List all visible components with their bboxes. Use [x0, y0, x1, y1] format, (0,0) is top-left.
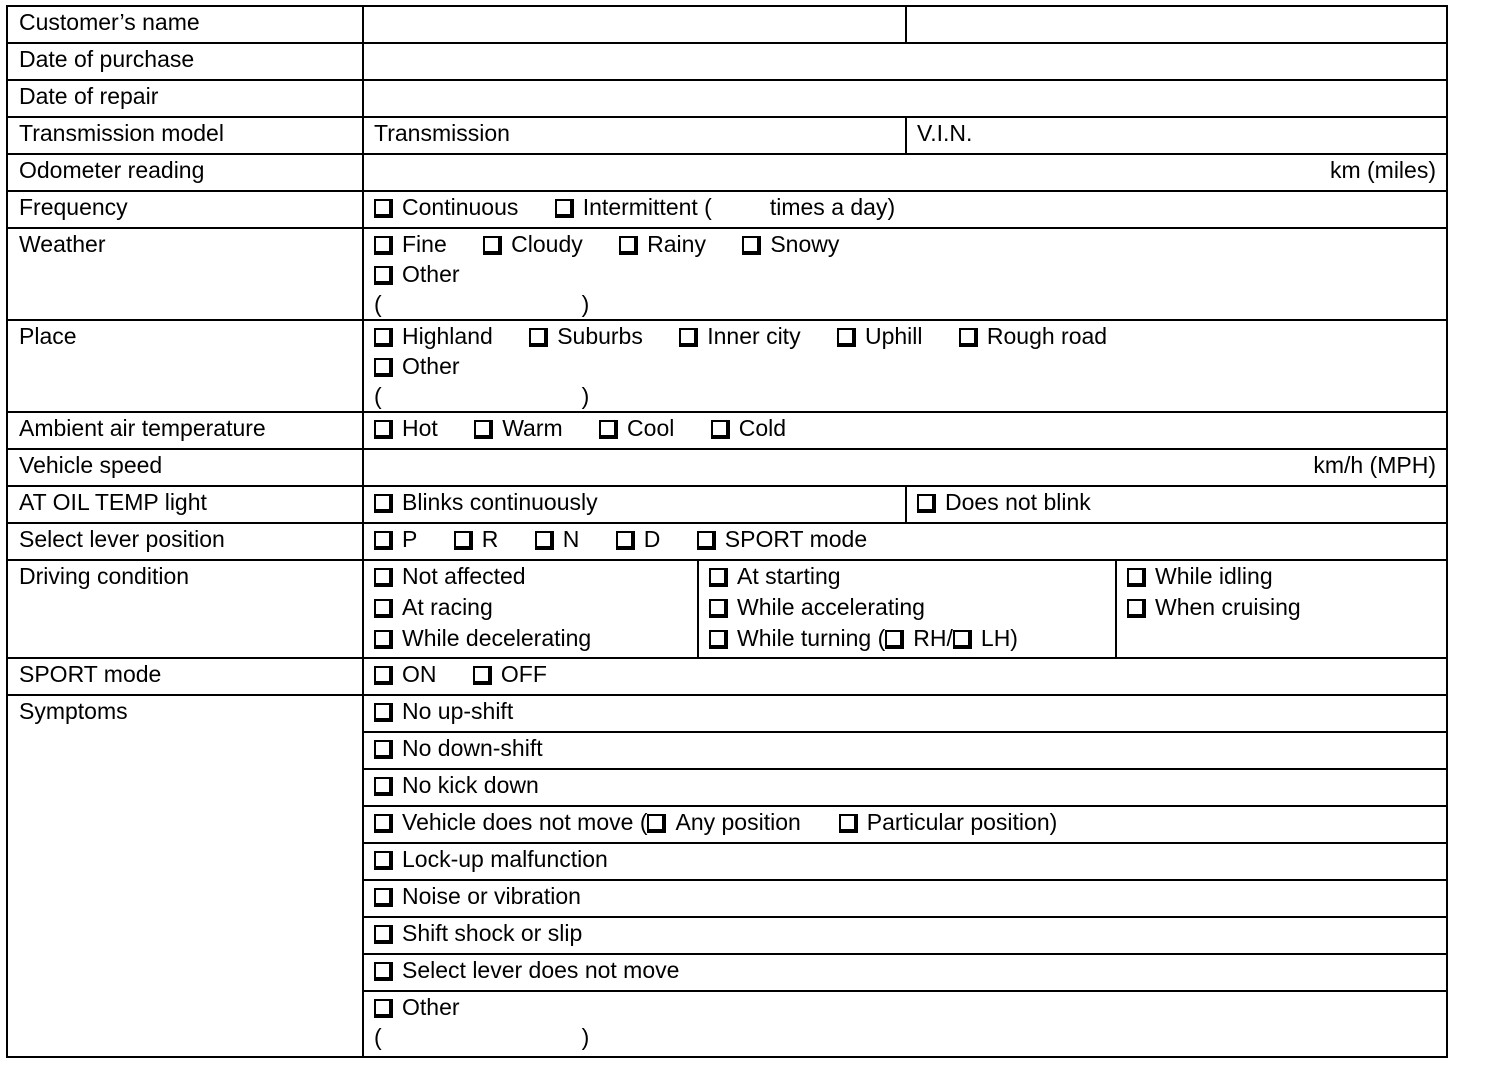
- customer-name-left[interactable]: [364, 7, 906, 42]
- option-cool[interactable]: Cool: [599, 413, 674, 443]
- row-date-repair: [7, 80, 1447, 117]
- checkbox-icon[interactable]: [374, 494, 393, 513]
- driving-col-1: [364, 561, 698, 657]
- checkbox-icon[interactable]: [374, 962, 393, 981]
- driving-col-3: [1116, 561, 1446, 657]
- option-lever-p[interactable]: P: [374, 524, 417, 554]
- label-ambient: Ambient air temperature: [7, 412, 363, 449]
- checkbox-icon[interactable]: [742, 236, 761, 255]
- checkbox-icon[interactable]: [535, 531, 554, 550]
- row-frequency: [7, 191, 1447, 228]
- symptom-shift-shock[interactable]: Shift shock or slip: [363, 917, 1447, 954]
- option-place-rough-road[interactable]: Rough road: [959, 321, 1107, 351]
- checkbox-icon[interactable]: [709, 630, 728, 649]
- option-not-affected[interactable]: Not affected: [374, 561, 687, 592]
- checkbox-icon[interactable]: [454, 531, 473, 550]
- option-intermittent[interactable]: Intermittent ( times a day): [555, 192, 895, 222]
- option-sport-on[interactable]: ON: [374, 659, 437, 689]
- row-vehicle-speed: [7, 449, 1447, 486]
- row-ambient: [7, 412, 1447, 449]
- symptom-lock-up[interactable]: Lock-up malfunction: [363, 843, 1447, 880]
- transmission-field[interactable]: [364, 118, 906, 153]
- symptom-no-up-shift[interactable]: No up-shift: [363, 695, 1447, 732]
- checkbox-icon[interactable]: [374, 814, 393, 833]
- checkbox-icon[interactable]: [679, 328, 698, 347]
- row-driving: [7, 560, 1447, 658]
- option-weather-fine[interactable]: Fine: [374, 229, 447, 259]
- checkbox-icon[interactable]: [374, 599, 393, 618]
- label-vehicle-speed: Vehicle speed: [7, 449, 363, 486]
- customer-name-field[interactable]: [363, 6, 1447, 43]
- option-at-starting[interactable]: At starting: [709, 561, 1105, 592]
- option-while-accelerating[interactable]: While accelerating: [709, 592, 1105, 623]
- speed-unit: km/h (MPH): [1313, 452, 1436, 478]
- vin-label: V.I.N.: [917, 120, 973, 146]
- date-repair-field[interactable]: [363, 80, 1447, 117]
- odometer-unit: km (miles): [1329, 157, 1436, 183]
- row-date-purchase: [7, 43, 1447, 80]
- label-customer-name: Customer’s name: [7, 6, 363, 43]
- checkbox-icon[interactable]: [616, 531, 635, 550]
- vin-field[interactable]: [906, 118, 1446, 153]
- symptom-no-down-shift[interactable]: No down-shift: [363, 732, 1447, 769]
- option-warm[interactable]: Warm: [474, 413, 562, 443]
- option-not-blink[interactable]: Does not blink: [906, 487, 1446, 522]
- checkbox-icon[interactable]: [374, 568, 393, 587]
- option-weather-other[interactable]: Other: [374, 259, 460, 289]
- row-customer-name: [7, 6, 1447, 43]
- checkbox-icon[interactable]: [374, 199, 393, 218]
- checkbox-icon[interactable]: [374, 328, 393, 347]
- label-symptoms: Symptoms: [7, 695, 363, 1057]
- checkbox-icon[interactable]: [374, 888, 393, 907]
- label-date-purchase: Date of purchase: [7, 43, 363, 80]
- checkbox-icon[interactable]: [555, 199, 574, 218]
- checkbox-icon[interactable]: [697, 531, 716, 550]
- checkbox-icon[interactable]: [1127, 568, 1146, 587]
- sport-options: [363, 658, 1447, 695]
- option-weather-rainy[interactable]: Rainy: [619, 229, 706, 259]
- transmission-fields: [363, 117, 1447, 154]
- checkbox-icon[interactable]: [374, 999, 393, 1018]
- label-select-lever: Select lever position: [7, 523, 363, 560]
- checkbox-icon[interactable]: [374, 703, 393, 722]
- frequency-options: [363, 191, 1447, 228]
- checkbox-icon[interactable]: [709, 568, 728, 587]
- date-purchase-field[interactable]: [363, 43, 1447, 80]
- checkbox-icon[interactable]: [374, 777, 393, 796]
- option-place-suburbs[interactable]: Suburbs: [529, 321, 643, 351]
- option-while-turning[interactable]: While turning ( RH/ LH): [709, 623, 1105, 654]
- option-place-highland[interactable]: Highland: [374, 321, 493, 351]
- option-lever-d[interactable]: D: [616, 524, 661, 554]
- label-at-oil: AT OIL TEMP light: [7, 486, 363, 523]
- row-transmission-model: [7, 117, 1447, 154]
- option-weather-snowy[interactable]: Snowy: [742, 229, 839, 259]
- checkbox-icon[interactable]: [374, 740, 393, 759]
- checkbox-icon[interactable]: [619, 236, 638, 255]
- label-odometer: Odometer reading: [7, 154, 363, 191]
- checkbox-icon[interactable]: [374, 666, 393, 685]
- option-while-idling[interactable]: While idling: [1127, 561, 1436, 592]
- label-place: Place: [7, 320, 363, 412]
- label-weather: Weather: [7, 228, 363, 320]
- weather-other-field[interactable]: ( ): [374, 291, 590, 317]
- symptom-noise[interactable]: Noise or vibration: [363, 880, 1447, 917]
- odometer-field[interactable]: [363, 154, 1447, 191]
- checkbox-icon[interactable]: [374, 851, 393, 870]
- option-while-decelerating[interactable]: While decelerating: [374, 623, 687, 654]
- checkbox-icon[interactable]: [374, 420, 393, 439]
- symptom-other[interactable]: Other ( ): [363, 991, 1447, 1057]
- label-transmission-model: Transmission model: [7, 117, 363, 154]
- option-cold[interactable]: Cold: [711, 413, 786, 443]
- label-frequency: Frequency: [7, 191, 363, 228]
- checkbox-icon[interactable]: [839, 814, 858, 833]
- symptom-no-kick-down[interactable]: No kick down: [363, 769, 1447, 806]
- select-lever-options: [363, 523, 1447, 560]
- driving-options: [363, 560, 1447, 658]
- option-lever-sport[interactable]: SPORT mode: [697, 524, 867, 554]
- row-weather: [7, 228, 1447, 320]
- checkbox-icon[interactable]: [885, 630, 904, 649]
- checkbox-icon[interactable]: [374, 236, 393, 255]
- row-sport: [7, 658, 1447, 695]
- option-at-racing[interactable]: At racing: [374, 592, 687, 623]
- weather-options: [363, 228, 1447, 320]
- checkbox-icon[interactable]: [474, 420, 493, 439]
- customer-name-right[interactable]: [906, 7, 1446, 42]
- option-sport-off[interactable]: OFF: [473, 659, 547, 689]
- option-place-inner-city[interactable]: Inner city: [679, 321, 800, 351]
- option-weather-cloudy[interactable]: Cloudy: [483, 229, 583, 259]
- transmission-label: Transmission: [374, 120, 510, 146]
- symptom-other-field[interactable]: ( ): [374, 1024, 590, 1050]
- row-place: [7, 320, 1447, 412]
- checkbox-icon[interactable]: [599, 420, 618, 439]
- row-odometer: [7, 154, 1447, 191]
- checkbox-icon[interactable]: [374, 266, 393, 285]
- checkbox-icon[interactable]: [917, 494, 936, 513]
- label-sport: SPORT mode: [7, 658, 363, 695]
- checkbox-icon[interactable]: [473, 666, 492, 685]
- row-symptoms: [7, 695, 1447, 732]
- option-lever-r[interactable]: R: [454, 524, 499, 554]
- checkbox-icon[interactable]: [374, 925, 393, 944]
- option-blinks[interactable]: Blinks continuously: [364, 487, 906, 522]
- driving-col-2: [698, 561, 1116, 657]
- label-driving: Driving condition: [7, 560, 363, 658]
- checkbox-icon[interactable]: [374, 358, 393, 377]
- questionnaire-form: [6, 5, 1448, 1058]
- checkbox-icon[interactable]: [837, 328, 856, 347]
- label-date-repair: Date of repair: [7, 80, 363, 117]
- option-continuous[interactable]: Continuous: [374, 192, 518, 222]
- checkbox-icon[interactable]: [374, 531, 393, 550]
- checkbox-icon[interactable]: [1127, 599, 1146, 618]
- option-place-other[interactable]: Other: [374, 351, 460, 381]
- symptom-lever-not-move[interactable]: Select lever does not move: [363, 954, 1447, 991]
- checkbox-icon[interactable]: [483, 236, 502, 255]
- checkbox-icon[interactable]: [647, 814, 666, 833]
- option-lever-n[interactable]: N: [535, 524, 580, 554]
- checkbox-icon[interactable]: [953, 630, 972, 649]
- option-place-uphill[interactable]: Uphill: [837, 321, 923, 351]
- place-options: [363, 320, 1447, 412]
- checkbox-icon[interactable]: [709, 599, 728, 618]
- place-other-field[interactable]: ( ): [374, 383, 590, 409]
- option-hot[interactable]: Hot: [374, 413, 438, 443]
- checkbox-icon[interactable]: [959, 328, 978, 347]
- checkbox-icon[interactable]: [374, 630, 393, 649]
- symptom-vehicle-not-move[interactable]: Vehicle does not move ( Any position Particular position): [363, 806, 1447, 843]
- row-at-oil: [7, 486, 1447, 523]
- checkbox-icon[interactable]: [711, 420, 730, 439]
- row-select-lever: [7, 523, 1447, 560]
- option-when-cruising[interactable]: When cruising: [1127, 592, 1436, 623]
- vehicle-speed-field[interactable]: [363, 449, 1447, 486]
- at-oil-options: [363, 486, 1447, 523]
- ambient-options: [363, 412, 1447, 449]
- checkbox-icon[interactable]: [529, 328, 548, 347]
